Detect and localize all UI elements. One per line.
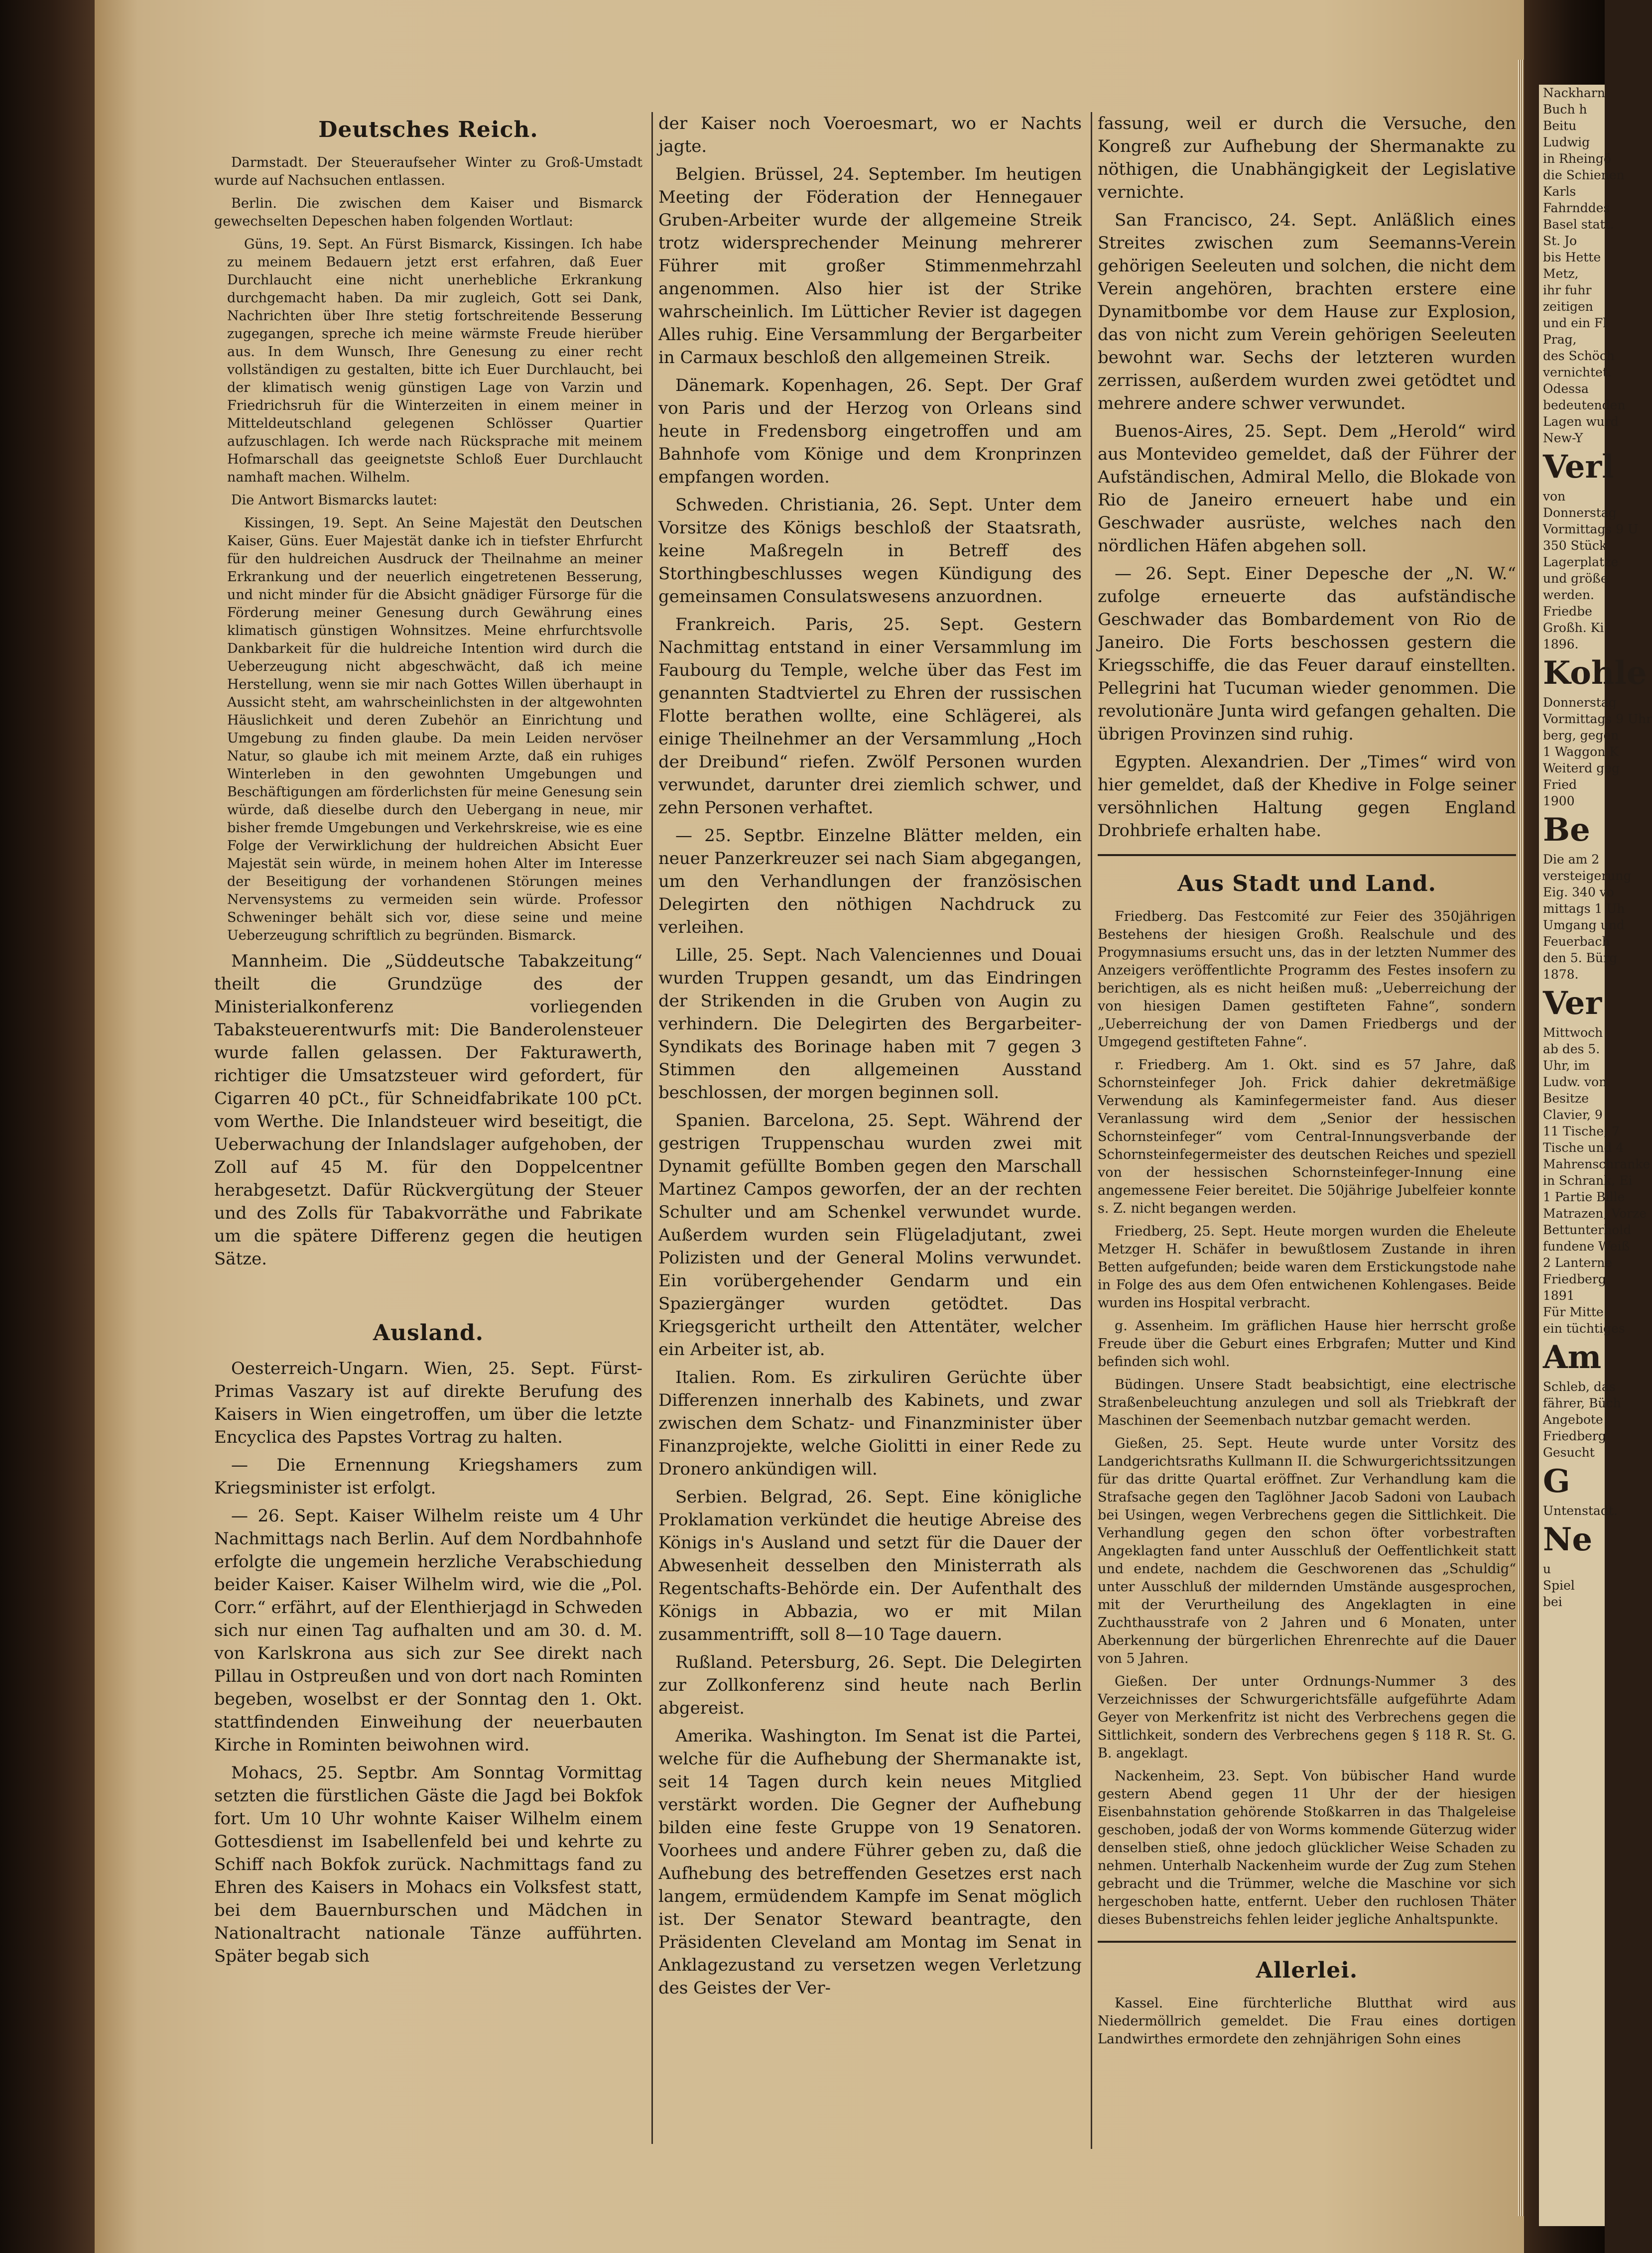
adjacent-page-line: Mittwoch xyxy=(1543,1025,1603,1040)
adjacent-page-line: fundene Weiß xyxy=(1543,1239,1630,1253)
section-divider xyxy=(1098,1941,1516,1943)
column-rule-2 xyxy=(1091,112,1092,2149)
adjacent-page-line: Für Mitte xyxy=(1543,1305,1604,1319)
adjacent-page-line: Buch h xyxy=(1543,102,1587,117)
section-heading-allerlei: Allerlei. xyxy=(1256,1958,1358,1983)
adjacent-page-line: Untenstadt. xyxy=(1543,1503,1618,1518)
adjacent-page-line: Spiel xyxy=(1543,1578,1575,1593)
adjacent-page-line: in Schrank, Ei xyxy=(1543,1173,1633,1188)
article-kassel: Kassel. Eine fürchterliche Blutthat wird aus Niedermöllrich gemeldet. Die Frau eines dortigen Landwirthes ermordete den zehnjährigen Sohn eines xyxy=(1098,1996,1516,2047)
adjacent-page-line: Ver xyxy=(1543,985,1602,1022)
article-mohacs: Mohacs, 25. Septbr. Am Sonntag Vormittag setzten die fürstlichen Gäste die Jagd bei Bokfok fort. Um 10 Uhr wohnte Kaiser Wilhelm einem Gottesdienst im Isabellenfeld bei und kehrte zu Schiff nach Bokfok zurück. Nachmittags fand zu Ehren des Kaisers in Mohacs ein Volksfest statt, bei dem Bauernburschen und Mädchen in Nationaltracht nationale Tänze aufführten. Später begab sich xyxy=(214,1763,642,1966)
adjacent-page-line: Lagen wurd xyxy=(1543,414,1619,429)
article-kaiser-wilhelm: — 26. Sept. Kaiser Wilhelm reiste um 4 Uhr Nachmittags nach Berlin. Auf dem Nordbahnhofe erfolgte die ungemein herzliche Verabschiedung beider Kaiser. Kaiser Wilhelm wird, wie die „Pol. Corr.“ erfährt, auf der Elenthierjagd in Schweden sich nur einen Tag aufhalten und am 30. d. M. von Karlskrona aus sich zur See direkt nach Pillau in Ostpreußen und von dort nach Rominten begeben, woselbst er der Sonntag den 1. Okt. stattfindenden Einweihung der neuerbauten Kirche in Rominten beiwohnen wird. xyxy=(214,1506,642,1755)
adjacent-page-line: Umgang und xyxy=(1543,918,1625,932)
adjacent-page-line: Angebote xyxy=(1543,1412,1603,1427)
adjacent-page-line: fährer, Büch xyxy=(1543,1396,1621,1410)
article-schweden: Schweden. Christiania, 26. Sept. Unter dem Vorsitze des Königs beschloß der Staatsrath, keine Maßregeln in Betreff des Storthingbeschlusses wegen Kündigung des gemeinsamen Consulatswesens anzuordnen. xyxy=(658,495,1082,607)
adjacent-page-line: Ludwig xyxy=(1543,135,1590,149)
article-egypten: Egypten. Alexandrien. Der „Times“ wird von hier gemeldet, daß der Khedive in Folge seiner versöhnlichen Haltung gegen England Drohbriefe erhalten habe. xyxy=(1098,752,1516,841)
section-divider xyxy=(1098,854,1516,856)
adjacent-page-line: 1 Partie Bille xyxy=(1543,1190,1625,1204)
bismarck-letter: Kissingen, 19. Sept. An Seine Majestät den Deutschen Kaiser, Güns. Euer Majestät danke ich in tiefster Ehrfurcht für den huldreichen Ausdruck der Theilnahme an meiner Erkrankung und der neuerlich eingetretenen Besserung, und nicht minder für die Absicht gnädiger Fürsorge für die Förderung meiner Genesung durch Gewährung eines klimatisch günstigen Wohnsitzes. Meine ehrfurchtsvolle Dankbarkeit für die huldreiche Intention wird durch die Ueberzeugung nicht abgeschwächt, daß ich meine Herstellung, wenn sie mir nach Gottes Willen überhaupt in Aussicht steht, am wahrscheinlichsten in der altgewohnten Häuslichkeit und deren Zubehör an Einrichtung und Umgebung zu finden glaube. Da mein Leiden nervöser Natur, so glaube ich mit meinem Arzte, daß ein ruhiges Winterleben in den gewohnten Umgebungen und Beschäftigungen am förderlichsten für meine Genesung sein würde, daß dieselbe durch den Uebergang in neue, mir bisher fremde Umgebungen und Verkehrskreise, wie es eine Folge der Verwirklichung der huldreichen Absicht Euer Majestät sein würde, in meinem hohen Alter im Interesse der Beseitigung der vorhandenen Störungen meines Nervensystems zu vermeiden sein würde. Professor Schweninger behält sich vor, diese seine und meine Ueberzeugung schriftlich zu begründen. Bismarck. xyxy=(227,515,642,943)
adjacent-page-line: Schleb, das xyxy=(1543,1379,1616,1394)
adjacent-page-line: Mahrenschranke xyxy=(1543,1157,1651,1171)
article-lille: Lille, 25. Sept. Nach Valenciennes und Douai wurden Truppen gesandt, um das Eindringen der Strikenden in die Gruben von Augin zu verhindern. Die Delegirten des Bergarbeiter-Syndikats des Borinage haben mit 7 gegen 3 Stimmen den allgemeinen Ausstand beschlossen, der morgen beginnen soll. xyxy=(658,945,1082,1103)
adjacent-page-line: Clavier, 9 xyxy=(1543,1108,1603,1122)
adjacent-page-line: Friedberg xyxy=(1543,1272,1606,1286)
adjacent-page-line: 2 Lanterne xyxy=(1543,1255,1613,1270)
adjacent-page-line: Fahrnddes xyxy=(1543,201,1610,215)
article-continuation: fassung, weil er durch die Versuche, den Kongreß zur Aufhebung der Shermanakte zu nöthigen, die Unabhängigkeit der Legislative vernichte. xyxy=(1098,114,1516,202)
adjacent-page-line: Ludw. von xyxy=(1543,1075,1607,1089)
article-assenheim: g. Assenheim. Im gräflichen Hause hier herrscht große Freude über die Geburt eines Erbgrafen; Mutter und Kind befinden sich wohl. xyxy=(1098,1318,1516,1370)
adjacent-page-line: Nackharn xyxy=(1543,86,1605,100)
adjacent-page-line: Großh. Ki xyxy=(1543,621,1604,635)
section-heading-stadt-und-land: Aus Stadt und Land. xyxy=(1177,871,1436,896)
adjacent-page-line: Matrazen, Vorze xyxy=(1543,1206,1647,1221)
adjacent-page-line: Friedbe xyxy=(1543,604,1592,619)
adjacent-page-line: versteigerung xyxy=(1543,869,1632,883)
section-heading-ausland: Ausland. xyxy=(373,1320,484,1346)
adjacent-page-line: Beitu xyxy=(1543,119,1577,133)
adjacent-page-line: G xyxy=(1543,1463,1570,1500)
adjacent-page-line: Friedberg xyxy=(1543,1429,1606,1443)
article-darmstadt: Darmstadt. Der Steueraufseher Winter zu Groß-Umstadt wurde auf Nachsuchen entlassen. xyxy=(214,155,642,188)
adjacent-page-line: Lagerplatze xyxy=(1543,555,1619,569)
adjacent-page-line: Basel statt. xyxy=(1543,217,1614,232)
article-buenos-aires: Buenos-Aires, 25. Sept. Dem „Herold“ wird aus Montevideo gemeldet, daß der Führer der Aufständischen, Admiral Mello, die Blokade von Rio de Janeiro erneuert habe und ein Geschwader ausrüste, welches nach den nördlichen Häfen abgehen soll. xyxy=(1098,421,1516,556)
answer-intro: Die Antwort Bismarcks lautet: xyxy=(231,493,438,508)
article-nackenheim: Nackenheim, 23. Sept. Von bübischer Hand wurde gestern Abend gegen 11 Uhr der der hiesigen Eisenbahnstation gehörende Stoßkarren in das Thalgeleise geschoben, jodaß der von Worms kommende Güterzug wider denselben stieß, ohne jedoch glücklicher Weise Schaden zu nehmen. Unterhalb Nackenheim wurde der Zug zum Stehen gebracht und die Trümmer, welche die Maschine vor sich hergeschoben hatte, entfernt. Ueber den ruchlosen Thäter dieses Bubenstreichs fehlen leider jegliche Anhaltspunkte. xyxy=(1098,1768,1516,1927)
adjacent-page-line: Be xyxy=(1543,811,1590,849)
adjacent-page-line: Die am 2 xyxy=(1543,852,1600,867)
article-giessen-1: Gießen, 25. Sept. Heute wurde unter Vorsitz des Landgerichtsraths Kullmann II. die Schwurgerichtssitzungen für das dritte Quartal eröffnet. Zur Verhandlung kam die Strafsache gegen den Taglöhner Jacob Sadoni von Laubach bei Usingen, wegen Verbrechens gegen die Sittlichkeit. Die Verhandlung gegen den schon öfter vorbestraften Angeklagten fand unter Ausschluß der Oeffentlichkeit statt und endete, nachdem die Geschworenen das „Schuldig“ unter Ausschluß der mildernden Umstände ausgesprochen, mit der Verurtheilung des Angeklagten in eine Zuchthausstrafe von 2 Jahren und 6 Monaten, unter Aberkennung der bürgerlichen Ehrenrechte auf die Dauer von 5 Jahren. xyxy=(1098,1436,1516,1666)
adjacent-page-line: bei xyxy=(1543,1595,1562,1609)
adjacent-page-line: u xyxy=(1543,1562,1551,1576)
adjacent-page-line: Kohle xyxy=(1543,654,1647,692)
adjacent-page-line: Odessa xyxy=(1543,381,1589,396)
adjacent-page-line: Feuerbach xyxy=(1543,934,1610,949)
adjacent-page-line: Tische und 4 xyxy=(1543,1140,1624,1155)
column-rule-1 xyxy=(651,112,653,2144)
article-continuation: der Kaiser noch Voeroesmart, wo er Nachts jagte. xyxy=(658,114,1082,156)
adjacent-page-line: von xyxy=(1543,489,1566,503)
book-binding-left xyxy=(0,0,95,2253)
article-friedberg-3: Friedberg, 25. Sept. Heute morgen wurden die Eheleute Metzger H. Schäfer in bewußtlosem Zustande in ihren Betten aufgefunden; beide waren dem Erstickungstode nahe in Folge des aus dem Ofen entwichenen Kohlengases. Beide wurden ins Hospital verbracht. xyxy=(1098,1224,1516,1311)
article-belgien: Belgien. Brüssel, 24. September. Im heutigen Meeting der Föderation der Hennegauer Gruben-Arbeiter wurde der allgemeine Streik trotz widersprechender Meinung mehrerer Führer mit großer Stimmenmehrzahl angenommen. Also hier ist der Strike wahrscheinlich. Im Lütticher Revier ist dagegen Alles ruhig. Eine Versammlung der Bergarbeiter in Carmaux beschloß den allgemeinen Streik. xyxy=(658,164,1082,368)
adjacent-page-line: in Rheingö xyxy=(1543,151,1611,166)
adjacent-page-line: Gesucht xyxy=(1543,1445,1595,1460)
adjacent-page-line: den 5. Bürg xyxy=(1543,951,1618,965)
adjacent-page-line: Donnerstag xyxy=(1543,695,1617,710)
article-oesterreich: Oesterreich-Ungarn. Wien, 25. Sept. Fürst-Primas Vaszary ist auf direkte Berufung des Kaisers in Wien eingetroffen, um über die letzte Encyclica des Papstes Vortrag zu halten. xyxy=(214,1359,642,1447)
adjacent-page-line: New-Y xyxy=(1543,431,1583,445)
adjacent-page-line: 1 Waggon K xyxy=(1543,745,1619,759)
column-2 xyxy=(658,112,1082,2154)
article-friedberg-2: r. Friedberg. Am 1. Okt. sind es 57 Jahre, daß Schornsteinfeger Joh. Frick dahier dekretmäßige Verwendung als Kaminfegermeister fand. Aus dieser Veranlassung wird dem „Senior der hessischen Schornsteinfeger“ vom Central-Innungsverbande der Schornsteinfegermeister des deutschen Reiches und speziell von der hessischen Schornsteinfeger-Innung eine angemessene Feier bereitet. Die 50jährige Jubelfeier konnte s. Z. nicht begangen werden. xyxy=(1098,1057,1516,1216)
article-mannheim: Mannheim. Die „Süddeutsche Tabakzeitung“ theilt die Grundzüge des der Ministerialkonferenz vorliegenden Tabaksteuerentwurfs mit: Die Banderolensteuer wurde fallen gelassen. Der Fakturawerth, richtiger die Umsatzsteuer wird gefordert, für Cigarren 40 pCt., für Schneidfabrikate 100 pCt. vom Werthe. Die Inlandsteuer wird beseitigt, die Ueberwachung der Inlandslager aufgehoben, der Zoll auf 45 M. für den Doppelcentner herabgesetzt. Dafür Rückvergütung der Steuer und des Zolls für Tabakvorräthe und Fabrikate um die spätere Differenz gegen die heutigen Sätze. xyxy=(214,951,642,1269)
article-daenemark: Dänemark. Kopenhagen, 26. Sept. Der Graf von Paris und der Herzog von Orleans sind heute in Fredensborg eingetroffen und am Bahnhofe vom Könige und dem Kronprinzen empfangen worden. xyxy=(658,376,1082,487)
adjacent-page-line: die Schienen xyxy=(1543,168,1625,182)
adjacent-page-line: Donnerstag xyxy=(1543,505,1617,520)
adjacent-page-line: ab des 5. xyxy=(1543,1042,1600,1056)
column-1 xyxy=(214,112,642,2154)
adjacent-page-line: bis Hette xyxy=(1543,250,1601,264)
adjacent-page-line: 350 Stück xyxy=(1543,538,1607,553)
article-giessen-2: Gießen. Der unter Ordnungs-Nummer 3 des Verzeichnisses der Schwurgerichtsfälle aufgeführte Adam Geyer von Merkenfritz ist nicht des Verbrechens gegen die Sittlichkeit, sondern des Verbrechens gegen § 118 R. St. G. B. angeklagt. xyxy=(1098,1674,1516,1761)
article-panzerkreuzer: — 25. Septbr. Einzelne Blätter melden, ein neuer Panzerkreuzer sei nach Siam abgegangen, um den Verhandlungen der französischen Delegirten den nöthigen Nachdruck zu verleihen. xyxy=(658,826,1082,937)
section-heading-deutsches-reich: Deutsches Reich. xyxy=(318,117,538,142)
article-friedberg-1: Friedberg. Das Festcomité zur Feier des 350jährigen Bestehens der hiesigen Großh. Realschule und des Progymnasiums ersucht uns, das in der letzten Nummer des Anzeigers veröffentlichte Programm des Festes insofern zu berichtigen, als es nicht heißen muß: „Ueberreichung der von hiesigen Damen gestifteten Fahne“, sondern „Ueberreichung der von Damen Friedbergs und der Umgegend gestifteten Fahne“. xyxy=(1098,909,1516,1050)
article-italien: Italien. Rom. Es zirkuliren Gerüchte über Differenzen innerhalb des Kabinets, und zwar zwischen dem Schatz- und Finanzminister über Finanzprojekte, welche Giolitti in einer Rede zu Dronero ankündigen will. xyxy=(658,1368,1082,1479)
adjacent-page-line: Besitze xyxy=(1543,1091,1589,1106)
adjacent-page-line: und ein Fl xyxy=(1543,316,1607,330)
adjacent-page-line: 11 Tische, 7 xyxy=(1543,1124,1620,1138)
adjacent-page-line: 1900 xyxy=(1543,794,1575,808)
adjacent-page-line: Ne xyxy=(1543,1521,1593,1558)
adjacent-page-line: werden. xyxy=(1543,588,1594,602)
adjacent-page-line: Karls xyxy=(1543,184,1576,199)
adjacent-page-line: des Schöch xyxy=(1543,349,1615,363)
adjacent-page-line: Fried xyxy=(1543,777,1577,792)
adjacent-page-line: 1878. xyxy=(1543,967,1579,982)
adjacent-page-line: Verl xyxy=(1543,448,1614,486)
article-depesche: — 26. Sept. Einer Depesche der „N. W.“ zufolge erneuerte das aufständische Geschwader das Bombardement von Rio de Janeiro. Die Forts beschossen gestern die Kriegsschiffe, die das Feuer darauf einstellten. Pellegrini hat Tucuman wieder genommen. Die revolutionäre Junta wird gefangen gehalten. Die übrigen Provinzen sind ruhig. xyxy=(1098,564,1516,744)
adjacent-page-line: Vormittags 9 Uhr xyxy=(1543,712,1652,726)
adjacent-page-line: und größe xyxy=(1543,571,1608,586)
adjacent-page-line: bedeutenden xyxy=(1543,398,1626,412)
adjacent-page-line: 1896. xyxy=(1543,637,1579,651)
article-berlin-intro: Berlin. Die zwischen dem Kaiser und Bismarck gewechselten Depeschen haben folgenden Wortlaut: xyxy=(214,196,642,229)
adjacent-page-line: Am xyxy=(1543,1339,1602,1376)
column-3 xyxy=(1098,112,1516,2154)
article-serbien: Serbien. Belgrad, 26. Sept. Eine königliche Proklamation verkündet die heutige Abreise des Königs in's Ausland und setzt für die Dauer der Abwesenheit desselben den Ministerrath als Regentschafts-Behörde ein. Der Aufenthalt des Königs in Abbazia, wo er mit Milan zusammentrifft, soll 8—10 Tage dauern. xyxy=(658,1487,1082,1644)
adjacent-page-line: berg, gegen xyxy=(1543,728,1619,743)
adjacent-page-line: ein tüchtiges xyxy=(1543,1321,1625,1336)
adjacent-page-line: mittags 1 Uh xyxy=(1543,901,1625,916)
adjacent-page-line: 1891 xyxy=(1543,1288,1575,1303)
adjacent-page-line: zeitigen xyxy=(1543,299,1593,314)
adjacent-page-line: Uhr, im xyxy=(1543,1058,1590,1073)
adjacent-page-line: St. Jo xyxy=(1543,234,1577,248)
article-san-francisco: San Francisco, 24. Sept. Anläßlich eines Streites zwischen zum Seemanns-Verein gehörigen Seeleuten und solchen, die nicht dem Verein angehören, brachten erstere eine Dynamitbombe vor dem Hause zur Explosion, das von nicht zum Verein gehörigen Seeleuten bewohnt war. Sechs der letzteren wurden zerrissen, außerdem wurden zwei getödtet und mehrere andere schwer verwundet. xyxy=(1098,210,1516,413)
adjacent-page-line: Vormittags 9 U xyxy=(1543,522,1639,536)
adjacent-page-line: ihr fuhr xyxy=(1543,283,1592,297)
adjacent-page-line: Weiterd geg xyxy=(1543,761,1620,775)
adjacent-page-line: vernichtet. xyxy=(1543,365,1612,379)
article-amerika: Amerika. Washington. Im Senat ist die Partei, welche für die Aufhebung der Shermanakte ist, seit 14 Tagen durch kein neues Mitglied verstärkt worden. Die Gegner der Aufhebung bilden eine feste Gruppe von 19 Senatoren. Voorhees und andere Führer geben zu, daß die Aufhebung des betreffenden Gesetzes erst nach langem, ermüdendem Kampfe im Senat möglich ist. Der Senator Steward beantragte, den Präsidenten Cleveland am Montag im Senat in Anklagezustand zu versetzen wegen Verletzung des Geistes der Ver- xyxy=(658,1726,1082,1998)
article-spanien: Spanien. Barcelona, 25. Sept. Während der gestrigen Truppenschau wurden zwei mit Dynamit gefüllte Bomben gegen den Marschall Martinez Campos geworfen, der an der rechten Schulter und am Schenkel verwundet wurde. Außerdem wurden sein Flügeladjutant, zwei Polizisten und der General Molins verwundet. Ein vorübergehender Gendarm und ein Spaziergänger wurden getödtet. Das Kriegsgericht urtheilt den Attentäter, welcher ein Arbeiter ist, ab. xyxy=(658,1111,1082,1360)
adjacent-page-line: Eig. 340 vo xyxy=(1543,885,1614,899)
adjacent-page-line: Bettunterhold xyxy=(1543,1223,1632,1237)
article-russland: Rußland. Petersburg, 26. Sept. Die Delegirten zur Zollkonferenz sind heute nach Berlin abgereist. xyxy=(658,1652,1082,1718)
article-kriegsminister: — Die Ernennung Kriegshamers zum Kriegsminister ist erfolgt. xyxy=(214,1455,642,1498)
adjacent-page-line: Metz, xyxy=(1543,266,1579,281)
article-frankreich: Frankreich. Paris, 25. Sept. Gestern Nachmittag entstand in einer Versammlung im Faubourg du Temple, welche über das Fest im genannten Stadtviertel zu Ehren der russischen Flotte berathen wollte, eine Schlägerei, als einige Theilnehmer an der Versammlung „Hoch der Dreibund“ riefen. Zwölf Personen wurden verwundet, darunter drei ziemlich schwer, und zehn Personen verhaftet. xyxy=(658,615,1082,818)
adjacent-page-fragment xyxy=(1539,85,1652,2226)
article-buedingen: Büdingen. Unsere Stadt beabsichtigt, eine electrische Straßenbeleuchtung anzulegen und soll als Triebkraft der Maschinen der Seemenbach nutzbar gemacht werden. xyxy=(1098,1377,1516,1428)
adjacent-page-line: Prag, xyxy=(1543,332,1577,347)
kaiser-letter: Güns, 19. Sept. An Fürst Bismarck, Kissingen. Ich habe zu meinem Bedauern jetzt erst erfahren, daß Euer Durchlaucht eine nicht unerhebliche Erkrankung durchgemacht haben. Da mir zugleich, Gott sei Dank, Nachrichten über Ihre stetig fortschreitende Besserung zugegangen, spreche ich meine wärmste Freude hierüber aus. In dem Wunsch, Ihre Genesung zu einer recht vollständigen zu gestalten, bitte ich Euer Durchlaucht, bei der klimatisch wenig günstigen Lage von Varzin und Friedrichsruh für die Winterzeiten in einem meiner in Mitteldeutschland gelegenen Schlösser Quartier aufzuschlagen. Ich werde nach Rücksprache mit meinem Hofmarschall das geeignetste Schloß Euer Durchlaucht namhaft machen. Wilhelm. xyxy=(227,237,642,485)
